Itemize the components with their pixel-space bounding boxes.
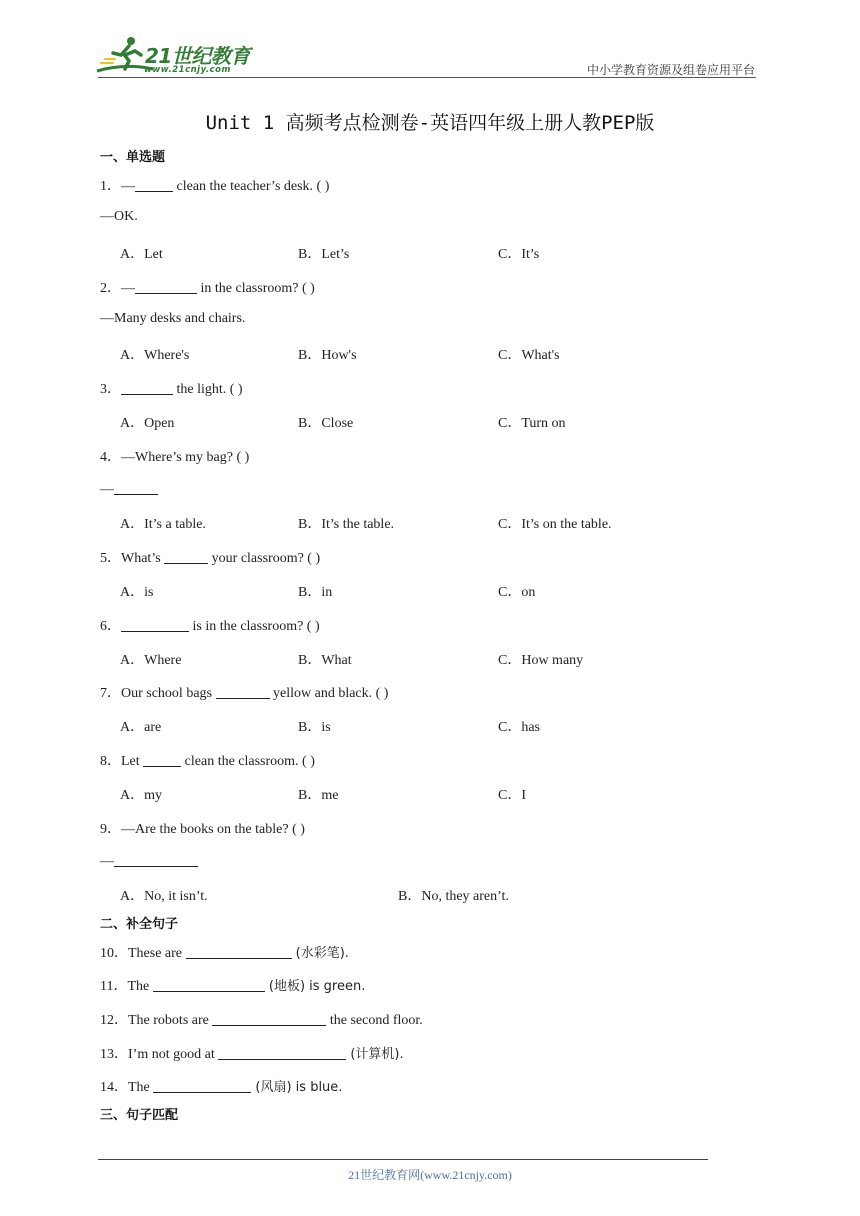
footer-text: 21世纪教育网(www.21cnjy.com) xyxy=(348,1168,512,1182)
q5-option-c[interactable]: C．on xyxy=(498,585,536,600)
q3-option-a[interactable]: A．Open xyxy=(120,416,175,431)
q7-option-b[interactable]: B．is xyxy=(298,720,331,735)
question-8: 8．Let clean the classroom. ( ) xyxy=(100,754,315,769)
logo-text: 21世纪教育 xyxy=(145,44,250,68)
question-1-reply: —OK. xyxy=(100,209,138,224)
q4-option-a[interactable]: A．It’s a table. xyxy=(120,517,206,532)
q8-option-c[interactable]: C．I xyxy=(498,788,526,803)
section-heading-2: 二、补全句子 xyxy=(100,917,179,932)
q5-option-b[interactable]: B．in xyxy=(298,585,333,600)
q6-option-c[interactable]: C．How many xyxy=(498,653,584,668)
question-9: 9．—Are the books on the table? ( ) xyxy=(100,822,305,837)
header-platform-text: 中小学教育资源及组卷应用平台 xyxy=(586,63,755,77)
question-2: 2．— in the classroom? ( ) xyxy=(100,281,315,296)
q6-option-b[interactable]: B．What xyxy=(298,653,352,668)
question-7: 7．Our school bags yellow and black. ( ) xyxy=(100,686,389,701)
question-11: 11．The (地板) is green. xyxy=(100,979,366,994)
q9-option-b[interactable]: B．No, they aren’t. xyxy=(398,889,509,904)
q4-option-b[interactable]: B．It’s the table. xyxy=(298,517,395,532)
question-5: 5．What’s your classroom? ( ) xyxy=(100,551,321,566)
question-9-reply: — xyxy=(100,852,198,870)
question-6: 6． is in the classroom? ( ) xyxy=(100,619,320,634)
question-14: 14．The (风扇) is blue. xyxy=(100,1080,343,1095)
q1-option-c[interactable]: C．It’s xyxy=(498,247,540,262)
logo-url: www.21cnjy.com xyxy=(144,65,231,75)
footer-divider xyxy=(98,1159,708,1160)
question-3: 3． the light. ( ) xyxy=(100,382,243,397)
q6-option-a[interactable]: A．Where xyxy=(120,653,182,668)
q2-option-b[interactable]: B．How's xyxy=(298,348,357,363)
page-title: Unit 1 高频考点检测卷-英语四年级上册人教PEP版 xyxy=(205,112,655,134)
q1-option-a[interactable]: A．Let xyxy=(120,247,163,262)
section-heading-3: 三、句子匹配 xyxy=(100,1108,179,1123)
header-divider xyxy=(98,77,756,78)
question-12: 12．The robots are the second floor. xyxy=(100,1013,423,1028)
q4-option-c[interactable]: C．It’s on the table. xyxy=(498,517,612,532)
q8-option-b[interactable]: B．me xyxy=(298,788,339,803)
section-heading-1: 一、单选题 xyxy=(100,150,166,165)
question-4: 4．—Where’s my bag? ( ) xyxy=(100,450,250,465)
q1-option-b[interactable]: B．Let’s xyxy=(298,247,350,262)
question-1: 1．— clean the teacher’s desk. ( ) xyxy=(100,179,330,194)
question-10: 10．These are (水彩笔). xyxy=(100,946,349,961)
question-4-reply: — xyxy=(100,480,158,498)
q2-option-c[interactable]: C．What's xyxy=(498,348,560,363)
q7-option-a[interactable]: A．are xyxy=(120,720,162,735)
q3-option-c[interactable]: C．Turn on xyxy=(498,416,566,431)
q9-option-a[interactable]: A．No, it isn’t. xyxy=(120,889,208,904)
q7-option-c[interactable]: C．has xyxy=(498,720,540,735)
q3-option-b[interactable]: B．Close xyxy=(298,416,354,431)
question-13: 13．I’m not good at (计算机). xyxy=(100,1047,404,1062)
q2-option-a[interactable]: A．Where's xyxy=(120,348,190,363)
q8-option-a[interactable]: A．my xyxy=(120,788,162,803)
question-2-reply: —Many desks and chairs. xyxy=(100,311,246,326)
q5-option-a[interactable]: A．is xyxy=(120,585,154,600)
